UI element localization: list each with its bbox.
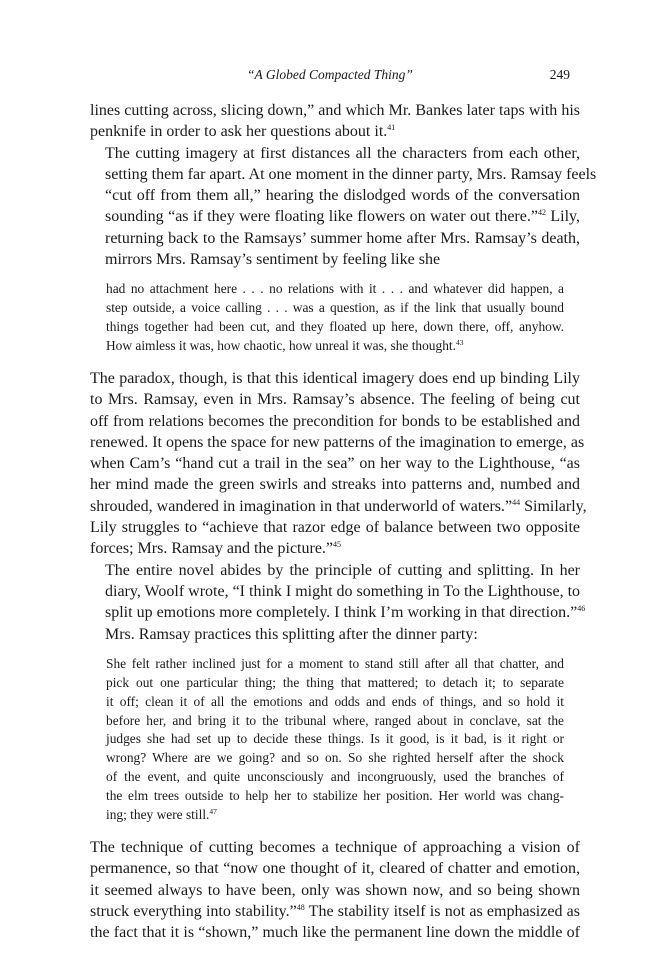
text-line: it seemed always to have been, only was shown now, and so being shown [90,881,580,899]
text-run: ing; they were still. [106,807,210,823]
quote-line: it off; clean it of all the emotions and odds and ends of things, and so hold it [106,693,564,709]
paragraph-2 [90,143,597,271]
text-line: The cutting imagery at first distances all the characters from each other, [105,144,580,162]
text-line: mirrors Mrs. Ramsay’s sentiment by feeling like she [105,251,441,269]
text-line: The paradox, though, is that this identical imagery does end up binding Lily [90,370,580,387]
text-run: The stability itself is not as emphasized as [304,902,581,920]
running-title: “A Globed Compacted Thing” [247,67,413,82]
quote-line: the elm trees outside to help her to stabilize her position. Her world was chang- [106,788,564,804]
quote-line [106,806,564,825]
footnote-ref: 44 [512,497,521,507]
paragraph-1 [90,100,580,143]
footnote-ref: 45 [333,540,342,550]
text-line [90,538,580,559]
footnote-ref: 47 [209,807,217,817]
text-line [90,121,580,142]
text-line [90,602,586,623]
footnote-ref: 48 [296,902,305,912]
text-run: struck everything into stability.” [90,902,297,920]
page-number: 249 [549,67,570,82]
quote-line: before her, and bring it to the tribunal where, ranged about in conclave, sat the [106,712,564,728]
quote-line: things together had been cut, and they floated up here, down there, off, anyhow. [106,319,564,335]
text-line: off from relations becomes the precondition for bonds to be established and [90,412,580,430]
paragraph-4 [90,560,586,645]
quote-line: She felt rather inclined just for a moment to stand still after all that chatter, and [106,655,564,671]
page-header [90,67,570,87]
text-run: sounding “as if they were floating like flowers on water out there.” [105,208,538,226]
text-line: “cut off from them all,” hearing the dislodged words of the conversation [105,187,580,205]
block-quote-2 [106,655,564,825]
footnote-ref: 43 [455,338,464,348]
text-line: lines cutting across, slicing down,” and which Mr. Bankes later taps with his [90,102,580,119]
text-line [90,206,580,227]
text-line: Mrs. Ramsay practices this splitting after the dinner party: [105,625,478,643]
text-line: the fact that it is “shown,” much like the permanent line down the middle of [90,924,580,942]
text-line [90,496,587,517]
text-line: renewed. It opens the space for new patterns of the imagination to emerge, as [90,433,585,451]
quote-line [106,337,564,356]
footnote-ref: 46 [577,604,586,614]
body-text [90,100,597,944]
text-line: returning back to the Ramsays’ summer home after Mrs. Ramsay’s death, [105,229,580,247]
block-quote-1 [106,280,564,356]
text-run: shrouded, wandered in imagination in that underworld of waters.” [90,497,513,515]
text-run: penknife in order to ask her questions about it. [90,123,388,141]
text-line: The entire novel abides by the principle of cutting and splitting. In her [105,561,580,579]
text-run: Lily, [545,208,580,226]
quote-line: had no attachment here . . . no relations with it . . . and whatever did happen, a [106,281,564,297]
quote-line: judges she had set up to decide these things. Is it good, is it bad, is it right or [106,731,564,747]
text-run: forces; Mrs. Ramsay and the picture.” [90,540,334,558]
text-line: her mind made the green swirls and streaks into patterns and, numbed and [90,476,580,494]
text-line: The technique of cutting becomes a technique of approaching a vision of [90,839,580,857]
footnote-ref: 42 [537,208,546,218]
text-run: Similarly, [520,497,587,515]
text-line: permanence, so that “now one thought of it, cleared of chatter and emotion, [90,860,580,878]
paragraph-3 [90,368,587,560]
quote-line: of the event, and quite unconsciously and incongruously, used the branches of [106,769,564,785]
text-line: setting them far apart. At one moment in the dinner party, Mrs. Ramsay feels [105,165,597,183]
text-line [90,901,580,922]
quote-line: step outside, a voice calling . . . was a question, as if the link that usually bound [106,300,564,316]
footnote-ref: 41 [387,123,396,133]
text-line: when Cam’s “hand cut a trail in the sea” on her way to the Lighthouse, “as [90,455,580,473]
text-run: How aimless it was, how chaotic, how unreal it was, she thought. [106,338,456,354]
text-line: diary, Woolf wrote, “I think I might do something in To the Lighthouse, to [105,582,581,600]
paragraph-5 [90,837,580,943]
text-line: to Mrs. Ramsay, even in Mrs. Ramsay’s absence. The feeling of being cut [90,391,580,409]
text-line: Lily struggles to “achieve that razor edge of balance between two opposite [90,519,580,537]
quote-line: wrong? Where are we going? and so on. So she righted herself after the shock [106,750,564,766]
quote-line: pick out one particular thing; the thing that mattered; to detach it; to separate [106,674,564,690]
text-run: split up emotions more completely. I think I’m working in that direction.” [105,604,578,622]
